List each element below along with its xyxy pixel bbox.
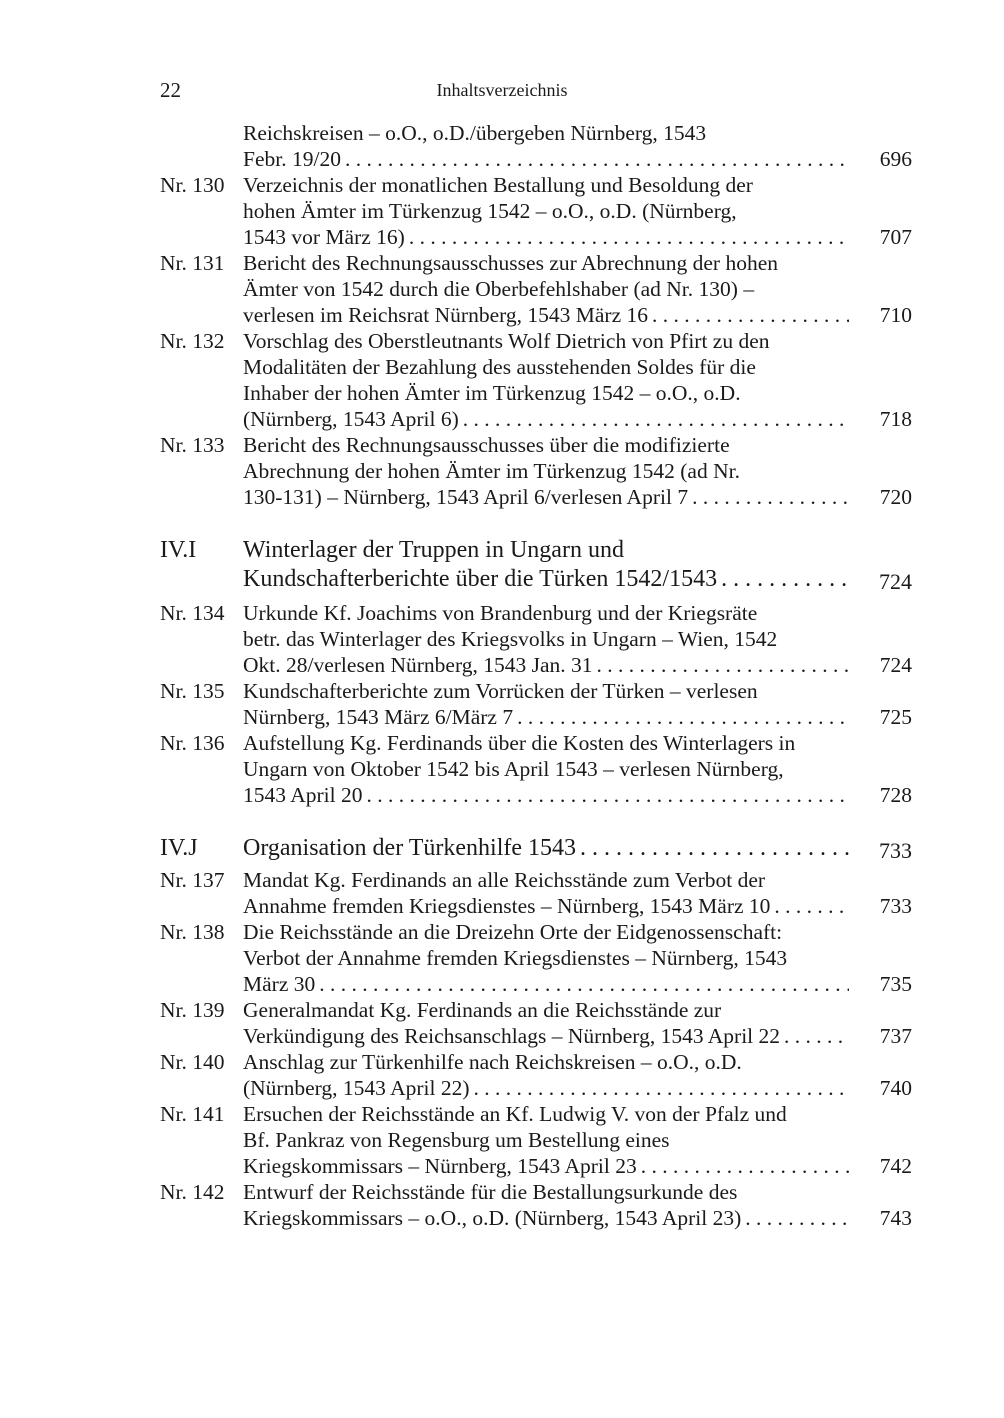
entry-title [243, 730, 849, 808]
entry-page: 718 [879, 407, 912, 431]
entry-title [243, 120, 849, 172]
entry-number: Nr. 130 [160, 173, 225, 197]
toc-entry [160, 600, 912, 678]
dot-leader [345, 146, 849, 172]
dot-leader [517, 704, 849, 730]
entry-title-lastline [243, 1023, 849, 1049]
entry-number: Nr. 137 [160, 868, 225, 892]
entry-title-lastline [243, 782, 849, 808]
entry-number: Nr. 138 [160, 920, 225, 944]
section-title-lastline [243, 834, 851, 863]
section-heading [160, 834, 912, 863]
entry-title [243, 1049, 849, 1101]
entry-title-lastline [243, 146, 849, 172]
entry-title-line: Entwurf der Reichsstände für die Bestallungsurkunde des [243, 1180, 738, 1204]
entry-number: Nr. 140 [160, 1050, 225, 1074]
toc-entry [160, 867, 912, 919]
toc-entry [160, 1049, 912, 1101]
section-code: IV.I [160, 537, 197, 563]
dot-leader [319, 971, 849, 997]
entry-title-line: Anschlag zur Türkenhilfe nach Reichskreisen – o.O., o.D. [243, 1050, 742, 1074]
entry-title-end: 1543 vor März 16) [243, 225, 405, 249]
entry-title [243, 172, 849, 250]
entry-page: 724 [879, 653, 912, 677]
entry-title-end: (Nürnberg, 1543 April 6) [243, 407, 459, 431]
entry-group [160, 120, 912, 510]
entry-title-lastline [243, 406, 849, 432]
toc-entry [160, 250, 912, 328]
toc-entry [160, 328, 912, 432]
toc-entry [160, 432, 912, 510]
entry-number: Nr. 141 [160, 1102, 225, 1126]
entry-title-end: 130-131) – Nürnberg, 1543 April 6/verlesen April 7 [243, 485, 689, 509]
section-page: 724 [879, 569, 912, 594]
entry-page: 696 [879, 147, 912, 171]
entry-title-line: Kundschafterberichte zum Vorrücken der Türken – verlesen [243, 679, 758, 703]
entry-title-line: Modalitäten der Bezahlung des ausstehenden Soldes für die [243, 355, 756, 379]
section-heading-iv-j [160, 834, 912, 863]
entry-title-line: Bericht des Rechnungsausschusses zur Abrechnung der hohen [243, 251, 778, 275]
entry-title-end: Okt. 28/verlesen Nürnberg, 1543 Jan. 31 [243, 653, 593, 677]
entry-page: 720 [879, 485, 912, 509]
entry-title-line: Verbot der Annahme fremden Kriegsdienstes – Nürnberg, 1543 [243, 946, 788, 970]
toc-entry [160, 120, 912, 172]
entry-title-end: Verkündigung des Reichsanschlags – Nürnberg, 1543 April 22 [243, 1024, 781, 1048]
dot-leader [597, 652, 849, 678]
dot-leader [692, 484, 849, 510]
entry-title [243, 600, 849, 678]
entry-title-end: (Nürnberg, 1543 April 22) [243, 1076, 470, 1100]
toc-entry [160, 730, 912, 808]
dot-leader [784, 1023, 849, 1049]
entry-title-line: Ersuchen der Reichsstände an Kf. Ludwig V. von der Pfalz und [243, 1102, 787, 1126]
entry-title [243, 678, 849, 730]
entry-group [160, 600, 912, 808]
entry-number: Nr. 134 [160, 601, 225, 625]
entry-title-line: Aufstellung Kg. Ferdinands über die Kosten des Winterlagers in [243, 731, 796, 755]
entry-title-line: Die Reichsstände an die Dreizehn Orte der Eidgenossenschaft: [243, 920, 783, 944]
entry-group [160, 867, 912, 1231]
entry-page: 740 [879, 1076, 912, 1100]
entry-title-line: Reichskreisen – o.O., o.D./übergeben Nürnberg, 1543 [243, 121, 707, 145]
dot-leader [774, 893, 849, 919]
entry-number: Nr. 135 [160, 679, 225, 703]
dot-leader [409, 224, 849, 250]
section-heading-iv-i [160, 536, 912, 594]
entry-title-lastline [243, 1205, 849, 1231]
section-page: 733 [879, 838, 912, 863]
entry-title-line: Verzeichnis der monatlichen Bestallung und Besoldung der [243, 173, 753, 197]
entry-title-end: Nürnberg, 1543 März 6/März 7 [243, 705, 514, 729]
dot-leader [745, 1205, 849, 1231]
entry-title-lastline [243, 484, 849, 510]
entry-title [243, 919, 849, 997]
entry-title-end: Kriegskommissars – o.O., o.D. (Nürnberg, 1543 April 23) [243, 1206, 742, 1230]
entry-title-end: Annahme fremden Kriegsdienstes – Nürnberg, 1543 März 10 [243, 894, 771, 918]
entry-title [243, 328, 849, 432]
toc-entry [160, 997, 912, 1049]
entry-title-line: Generalmandat Kg. Ferdinands an die Reichsstände zur [243, 998, 722, 1022]
entry-title-lastline [243, 1075, 849, 1101]
toc-entry [160, 1179, 912, 1231]
entry-number: Nr. 142 [160, 1180, 225, 1204]
section-title [243, 834, 851, 863]
dot-leader [652, 302, 849, 328]
dot-leader [641, 1153, 849, 1179]
entry-title [243, 997, 849, 1049]
entry-title-lastline [243, 1153, 849, 1179]
toc-entry [160, 1101, 912, 1179]
entry-number: Nr. 133 [160, 433, 225, 457]
toc-entry [160, 678, 912, 730]
section-title [243, 536, 851, 594]
entry-title-end: März 30 [243, 972, 316, 996]
section-title-end: Kundschafterberichte über die Türken 1542/1543 [243, 566, 718, 592]
entry-title-lastline [243, 302, 849, 328]
entry-title-lastline [243, 893, 849, 919]
entry-title-end: verlesen im Reichsrat Nürnberg, 1543 März 16 [243, 303, 649, 327]
entry-title-end: Febr. 19/20 [243, 147, 341, 171]
section-heading [160, 536, 912, 594]
entry-title-line: Ungarn von Oktober 1542 bis April 1543 – verlesen Nürnberg, [243, 757, 784, 781]
entry-title-line: Bf. Pankraz von Regensburg um Bestellung eines [243, 1128, 670, 1152]
section-title-end: Organisation der Türkenhilfe 1543 [243, 835, 577, 861]
entry-page: 737 [879, 1024, 912, 1048]
dot-leader [580, 834, 851, 863]
entry-title-lastline [243, 704, 849, 730]
dot-leader [721, 565, 851, 594]
page-number: 22 [160, 78, 181, 102]
entry-page: 725 [879, 705, 912, 729]
entry-page: 743 [879, 1206, 912, 1230]
entry-title-line: Mandat Kg. Ferdinands an alle Reichsstände zum Verbot der [243, 868, 766, 892]
entry-title [243, 867, 849, 919]
entry-title [243, 250, 849, 328]
dot-leader [366, 782, 849, 808]
entry-number: Nr. 131 [160, 251, 225, 275]
entry-title-lastline [243, 971, 849, 997]
entry-title-line: Inhaber der hohen Ämter im Türkenzug 1542 – o.O., o.D. [243, 381, 741, 405]
section-code: IV.J [160, 835, 198, 861]
section-title-lastline [243, 565, 851, 594]
entry-title-line: Urkunde Kf. Joachims von Brandenburg und der Kriegsräte [243, 601, 758, 625]
entry-page: 707 [879, 225, 912, 249]
section-title-line: Winterlager der Truppen in Ungarn und [243, 537, 624, 563]
entry-title-line: hohen Ämter im Türkenzug 1542 – o.O., o.D. (Nürnberg, [243, 199, 737, 223]
table-of-contents [160, 120, 912, 1231]
entry-title [243, 1179, 849, 1231]
entry-title-line: Vorschlag des Oberstleutnants Wolf Dietrich von Pfirt zu den [243, 329, 770, 353]
entry-title-end: Kriegskommissars – Nürnberg, 1543 April 23 [243, 1154, 637, 1178]
toc-entry [160, 172, 912, 250]
entry-title-end: 1543 April 20 [243, 783, 363, 807]
dot-leader [463, 406, 849, 432]
entry-number: Nr. 139 [160, 998, 225, 1022]
entry-title-line: Bericht des Rechnungsausschusses über die modifizierte [243, 433, 730, 457]
entry-title-line: Ämter von 1542 durch die Oberbefehlshaber (ad Nr. 130) – [243, 277, 755, 301]
entry-page: 728 [879, 783, 912, 807]
entry-title [243, 1101, 849, 1179]
entry-title [243, 432, 849, 510]
entry-page: 733 [879, 894, 912, 918]
entry-number: Nr. 136 [160, 731, 225, 755]
toc-entry [160, 919, 912, 997]
dot-leader [474, 1075, 849, 1101]
entry-page: 710 [879, 303, 912, 327]
running-title: Inhaltsverzeichnis [436, 80, 568, 100]
entry-title-lastline [243, 224, 849, 250]
entry-title-line: Abrechnung der hohen Ämter im Türkenzug 1542 (ad Nr. [243, 459, 740, 483]
entry-title-line: betr. das Winterlager des Kriegsvolks in Ungarn – Wien, 1542 [243, 627, 778, 651]
entry-number: Nr. 132 [160, 329, 225, 353]
entry-page: 742 [879, 1154, 912, 1178]
entry-title-lastline [243, 652, 849, 678]
entry-page: 735 [879, 972, 912, 996]
